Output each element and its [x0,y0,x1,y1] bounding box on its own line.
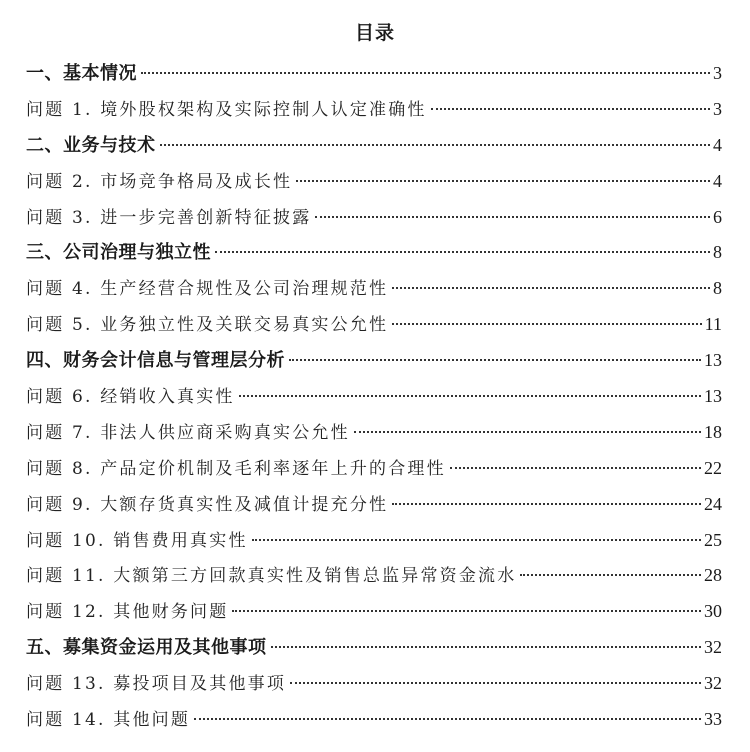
toc-section-label: 五、募集资金运用及其他事项 [26,637,267,659]
toc-page-number: 13 [704,350,722,371]
toc-dot-leader [215,251,710,253]
toc-question-label: 问题 12. 其他财务问题 [26,602,229,623]
toc-page-number: 3 [713,63,722,83]
toc-page-number: 32 [704,673,722,694]
toc-dot-leader [296,180,710,182]
toc-dot-leader [392,287,710,289]
toc-question-entry[interactable] [26,200,722,236]
toc-dot-leader [392,323,701,325]
toc-dot-leader [289,359,701,361]
toc-dot-leader [315,216,710,218]
toc-question-label: 问题 5. 业务独立性及关联交易真实公允性 [26,315,389,336]
toc-question-entry[interactable] [26,558,722,594]
toc-page-number: 6 [713,206,722,227]
toc-section-label: 一、基本情况 [26,63,137,84]
toc-question-entry[interactable] [26,307,722,343]
toc-question-entry[interactable] [26,487,722,523]
toc-question-entry[interactable] [26,415,722,451]
toc-page-number: 4 [713,170,722,191]
toc-page-number: 4 [713,134,722,155]
toc-question-entry[interactable] [26,594,722,630]
toc-question-label: 问题 7. 非法人供应商采购真实公允性 [26,422,350,443]
toc-dot-leader [239,395,701,397]
toc-dot-leader [354,431,701,433]
toc-dot-leader [232,610,701,612]
toc-question-label: 问题 1. 境外股权架构及实际控制人认定准确性 [26,99,427,120]
toc-page-number: 32 [704,637,722,658]
toc-section-entry[interactable] [26,630,722,666]
toc-dot-leader [141,72,710,74]
toc-section-entry[interactable] [26,343,722,379]
toc-section-entry[interactable] [26,235,722,271]
toc-title: 目录 [354,22,395,44]
toc-question-label: 问题 3. 进一步完善创新特征披露 [26,207,312,228]
toc-question-entry[interactable] [26,451,722,487]
toc-page-number: 33 [704,709,722,730]
toc-question-label: 问题 9. 大额存货真实性及减值计提充分性 [26,494,389,515]
toc-page-number: 8 [713,242,722,263]
toc-page-number: 8 [713,278,722,299]
toc-question-label: 问题 2. 市场竞争格局及成长性 [26,171,293,192]
toc-page-number: 18 [704,421,722,442]
toc-question-entry[interactable] [26,523,722,559]
toc-dot-leader [271,646,702,648]
toc-dot-leader [290,682,701,684]
toc-section-entry[interactable] [26,128,722,164]
toc-dot-leader [252,539,701,541]
toc-question-label: 问题 11. 大额第三方回款真实性及销售总监异常资金流水 [26,566,517,587]
toc-question-label: 问题 8. 产品定价机制及毛利率逐年上升的合理性 [26,458,446,479]
toc-question-label: 问题 10. 销售费用真实性 [26,530,248,551]
toc-section-label: 四、财务会计信息与管理层分析 [26,350,285,372]
toc-question-entry[interactable] [26,379,722,415]
toc-dot-leader [160,144,711,146]
toc-question-entry[interactable] [26,702,722,738]
toc-dot-leader [450,467,701,469]
toc-list [26,56,722,738]
toc-dot-leader [520,574,701,576]
toc-question-entry[interactable] [26,92,722,128]
toc-page-number: 22 [704,457,722,478]
toc-page-number: 3 [713,98,722,119]
toc-question-entry[interactable] [26,666,722,702]
toc-section-label: 二、业务与技术 [26,134,156,156]
toc-question-label: 问题 14. 其他问题 [26,710,191,731]
toc-section-label: 三、公司治理与独立性 [26,242,211,264]
toc-question-label: 问题 4. 生产经营合规性及公司治理规范性 [26,279,389,300]
toc-section-entry[interactable] [26,56,722,92]
toc-page-number: 13 [704,386,722,407]
toc-page-number: 28 [704,565,722,586]
toc-question-label: 问题 13. 募投项目及其他事项 [26,674,287,695]
toc-question-entry[interactable] [26,271,722,307]
toc-dot-leader [194,718,701,720]
toc-question-entry[interactable] [26,164,722,200]
toc-dot-leader [392,503,701,505]
toc-page-number: 25 [704,529,722,550]
toc-question-label: 问题 6. 经销收入真实性 [26,387,235,408]
toc-page-number: 24 [704,493,722,514]
toc-page-number: 30 [704,601,722,622]
toc-dot-leader [431,108,710,110]
toc-page-number: 11 [704,314,722,335]
